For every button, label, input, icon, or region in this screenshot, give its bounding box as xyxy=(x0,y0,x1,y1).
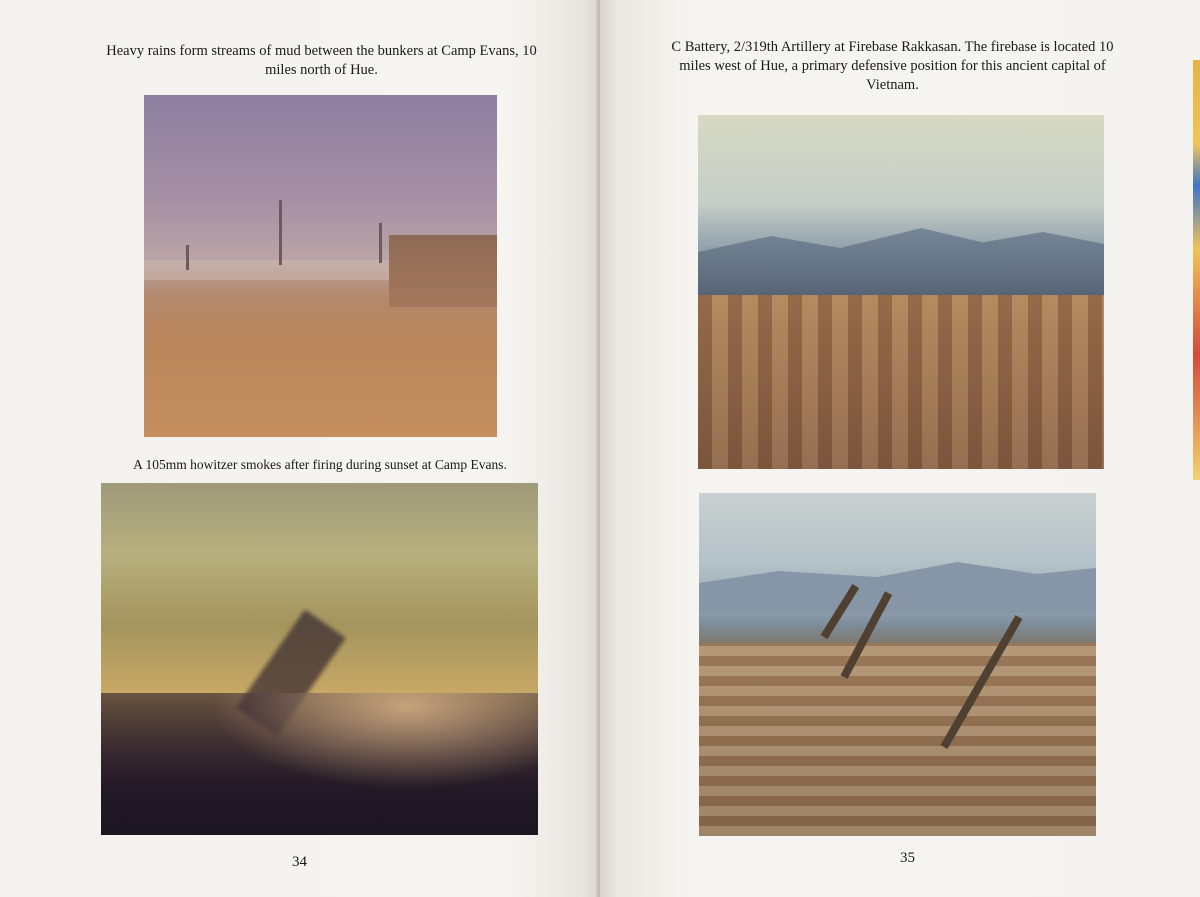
right-page xyxy=(600,0,1200,897)
sandbag-walls xyxy=(699,643,1096,836)
left-top-caption: Heavy rains form streams of mud between the bunkers at Camp Evans, 10 miles north of Hue. xyxy=(106,43,537,78)
pole xyxy=(379,223,382,263)
dark-foreground xyxy=(101,693,538,835)
pole xyxy=(186,245,189,270)
page-edge-color-strip xyxy=(1193,60,1200,480)
mountains xyxy=(699,553,1096,613)
left-page-number: 34 xyxy=(292,854,307,870)
artillery-guns-photo xyxy=(699,493,1096,836)
bunker xyxy=(389,235,497,307)
pole xyxy=(279,200,282,265)
firebase-rakkasan-photo xyxy=(698,115,1104,469)
howitzer-sunset-photo xyxy=(101,483,538,835)
sandbag-bunkers xyxy=(698,295,1104,469)
right-top-caption: C Battery, 2/319th Artillery at Firebase Rakkasan. The firebase is located 10 miles west of Hue, a primary defensive position for this ancient capital of Vietnam. xyxy=(671,39,1114,93)
mountains xyxy=(698,220,1104,300)
left-middle-caption: A 105mm howitzer smokes after firing during sunset at Camp Evans. xyxy=(133,457,507,472)
camp-evans-mud-photo xyxy=(144,95,497,437)
right-page-number: 35 xyxy=(900,850,915,866)
